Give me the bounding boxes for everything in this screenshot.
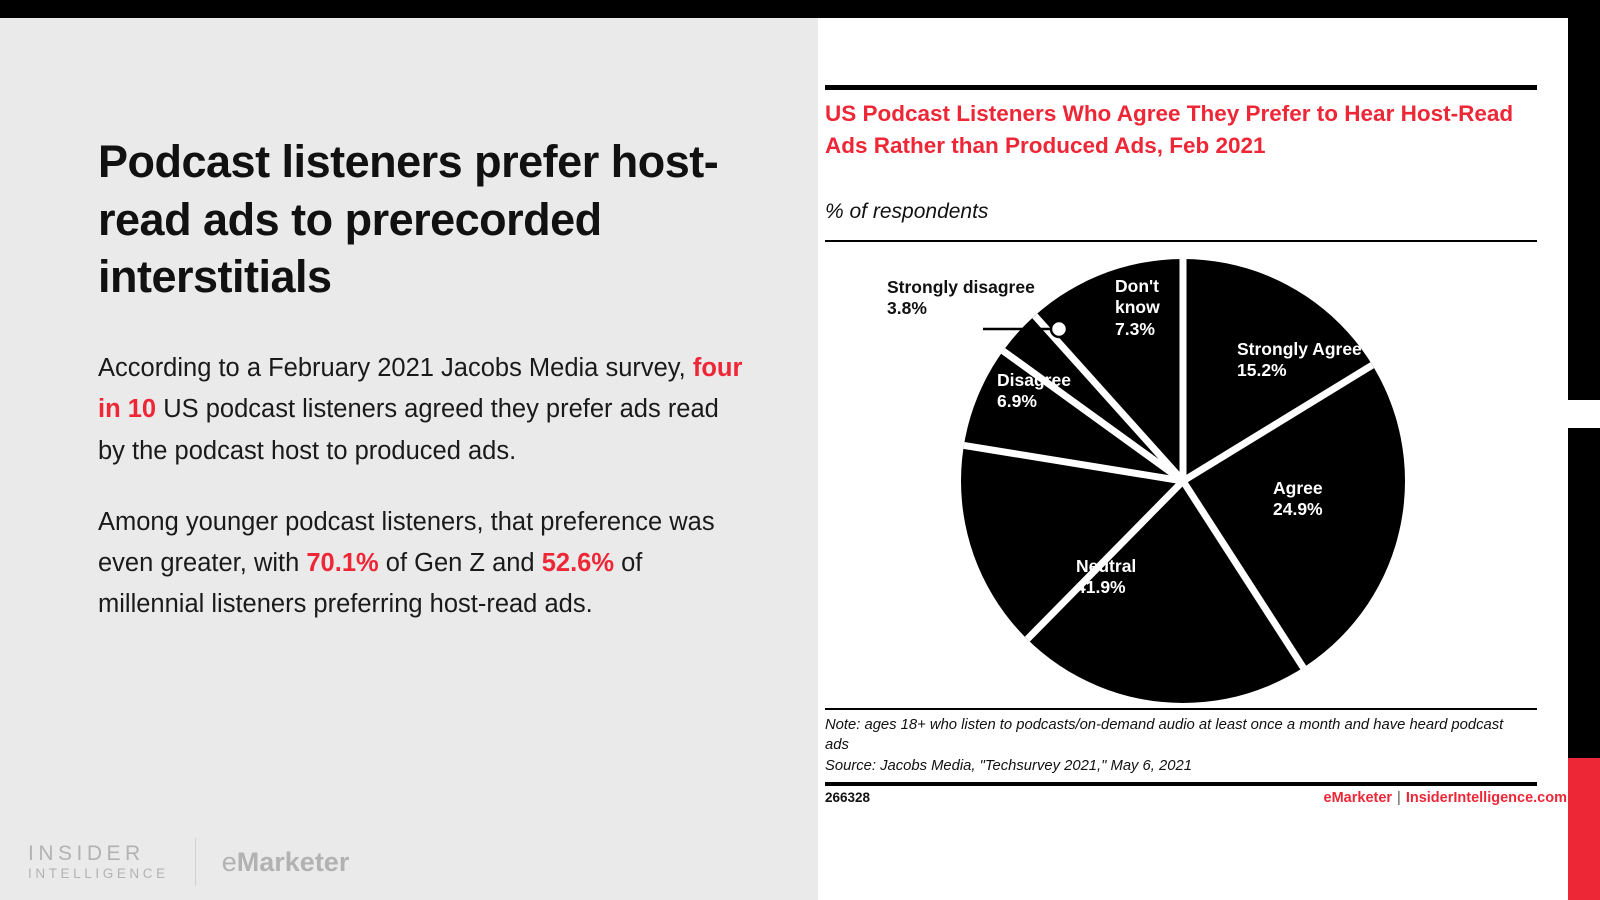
paragraph-2-text-a: Among younger podcast listeners, that preference was even greater, with bbox=[98, 507, 715, 578]
paragraph-1-text-a: According to a February 2021 Jacobs Media survey, bbox=[98, 354, 693, 382]
chart-card bbox=[818, 18, 1568, 900]
chart-id: 266328 bbox=[825, 790, 871, 805]
pie-label-disagree-name: Disagree bbox=[997, 370, 1071, 390]
chart-footer-brand bbox=[1324, 790, 1567, 806]
article-paragraph-2 bbox=[98, 502, 746, 626]
chart-note-rule bbox=[825, 708, 1537, 710]
emarketer-logo bbox=[222, 847, 350, 878]
insider-intelligence-logo bbox=[28, 842, 169, 882]
paragraph-2-highlight-1: 70.1% bbox=[306, 549, 379, 578]
right-edge-strip-gap bbox=[1568, 400, 1600, 428]
footer-separator: | bbox=[1397, 790, 1401, 806]
footer-logos bbox=[28, 838, 349, 886]
pie-label-neutral-value: 41.9% bbox=[1076, 577, 1126, 598]
right-edge-strip-accent bbox=[1568, 758, 1600, 900]
pie-label-dont-know-name-line-2: know bbox=[1115, 297, 1160, 318]
paragraph-2-highlight-2: 52.6% bbox=[541, 549, 615, 578]
page-title: Podcast listeners prefer host-read ads to prerecorded interstitials bbox=[98, 136, 719, 303]
pie-label-neutral-name: Neutral bbox=[1076, 556, 1137, 576]
insider-logo-line-2: INTELLIGENCE bbox=[28, 866, 169, 882]
pie-label-strongly-disagree-value: 3.8% bbox=[887, 298, 927, 319]
paragraph-2-text-b: of Gen Z and bbox=[378, 549, 542, 578]
article-paragraph-1 bbox=[98, 348, 746, 472]
chart-subtitle-rule bbox=[825, 240, 1537, 242]
paragraph-1-highlight: four in 10 bbox=[98, 354, 743, 424]
pie-label-strongly-agree-name: Strongly Agree bbox=[1237, 339, 1362, 359]
pie-label-disagree-value: 6.9% bbox=[997, 391, 1037, 412]
pie-label-strongly-disagree bbox=[887, 277, 1035, 320]
paragraph-1-text-b: US podcast listeners agreed they prefer ads read by the podcast host to produced ads. bbox=[98, 395, 719, 465]
article-panel bbox=[0, 18, 818, 900]
emarketer-logo-e: e bbox=[221, 846, 237, 877]
pie-label-agree bbox=[1273, 478, 1323, 521]
pie-label-disagree bbox=[997, 370, 1071, 413]
emarketer-logo-rest: Marketer bbox=[236, 846, 350, 877]
top-black-bar bbox=[0, 0, 1600, 18]
chart-subtitle: % of respondents bbox=[825, 200, 989, 223]
pie-label-dont-know-value: 7.3% bbox=[1115, 318, 1155, 339]
pie-label-dont-know bbox=[1115, 276, 1160, 340]
insider-logo-line-1: INSIDER bbox=[28, 842, 145, 866]
chart-bottom-rule bbox=[825, 782, 1537, 786]
paragraph-2-text-c: of millennial listeners preferring host-read ads. bbox=[98, 549, 643, 619]
pie-chart-plot bbox=[825, 246, 1537, 706]
right-edge-strip-lower bbox=[1568, 428, 1600, 758]
logo-divider bbox=[195, 838, 196, 886]
pie-label-dont-know-name-line-1: Don't bbox=[1115, 276, 1160, 296]
chart-top-rule bbox=[825, 85, 1537, 90]
pie-label-strongly-agree bbox=[1237, 339, 1362, 382]
chart-title: US Podcast Listeners Who Agree They Prefer to Hear Host-Read Ads Rather than Produced Ads, Feb 2021 bbox=[825, 101, 1514, 159]
pie-label-neutral bbox=[1076, 556, 1136, 599]
footer-emarketer-label: eMarketer bbox=[1323, 790, 1393, 806]
footer-site-link[interactable]: InsiderIntelligence.com bbox=[1405, 790, 1567, 806]
pie-label-agree-name: Agree bbox=[1273, 478, 1323, 498]
article-body bbox=[98, 348, 746, 656]
chart-note: Note: ages 18+ who listen to podcasts/on-demand audio at least once a month and have heard podcast ads bbox=[825, 717, 1504, 753]
pie-label-strongly-agree-value: 15.2% bbox=[1237, 360, 1287, 381]
chart-source: Source: Jacobs Media, "Techsurvey 2021," May 6, 2021 bbox=[825, 758, 1192, 774]
pie-label-agree-value: 24.9% bbox=[1273, 499, 1323, 520]
right-edge-strip-upper bbox=[1568, 18, 1600, 400]
pie-label-strongly-disagree-name: Strongly disagree bbox=[887, 277, 1035, 297]
